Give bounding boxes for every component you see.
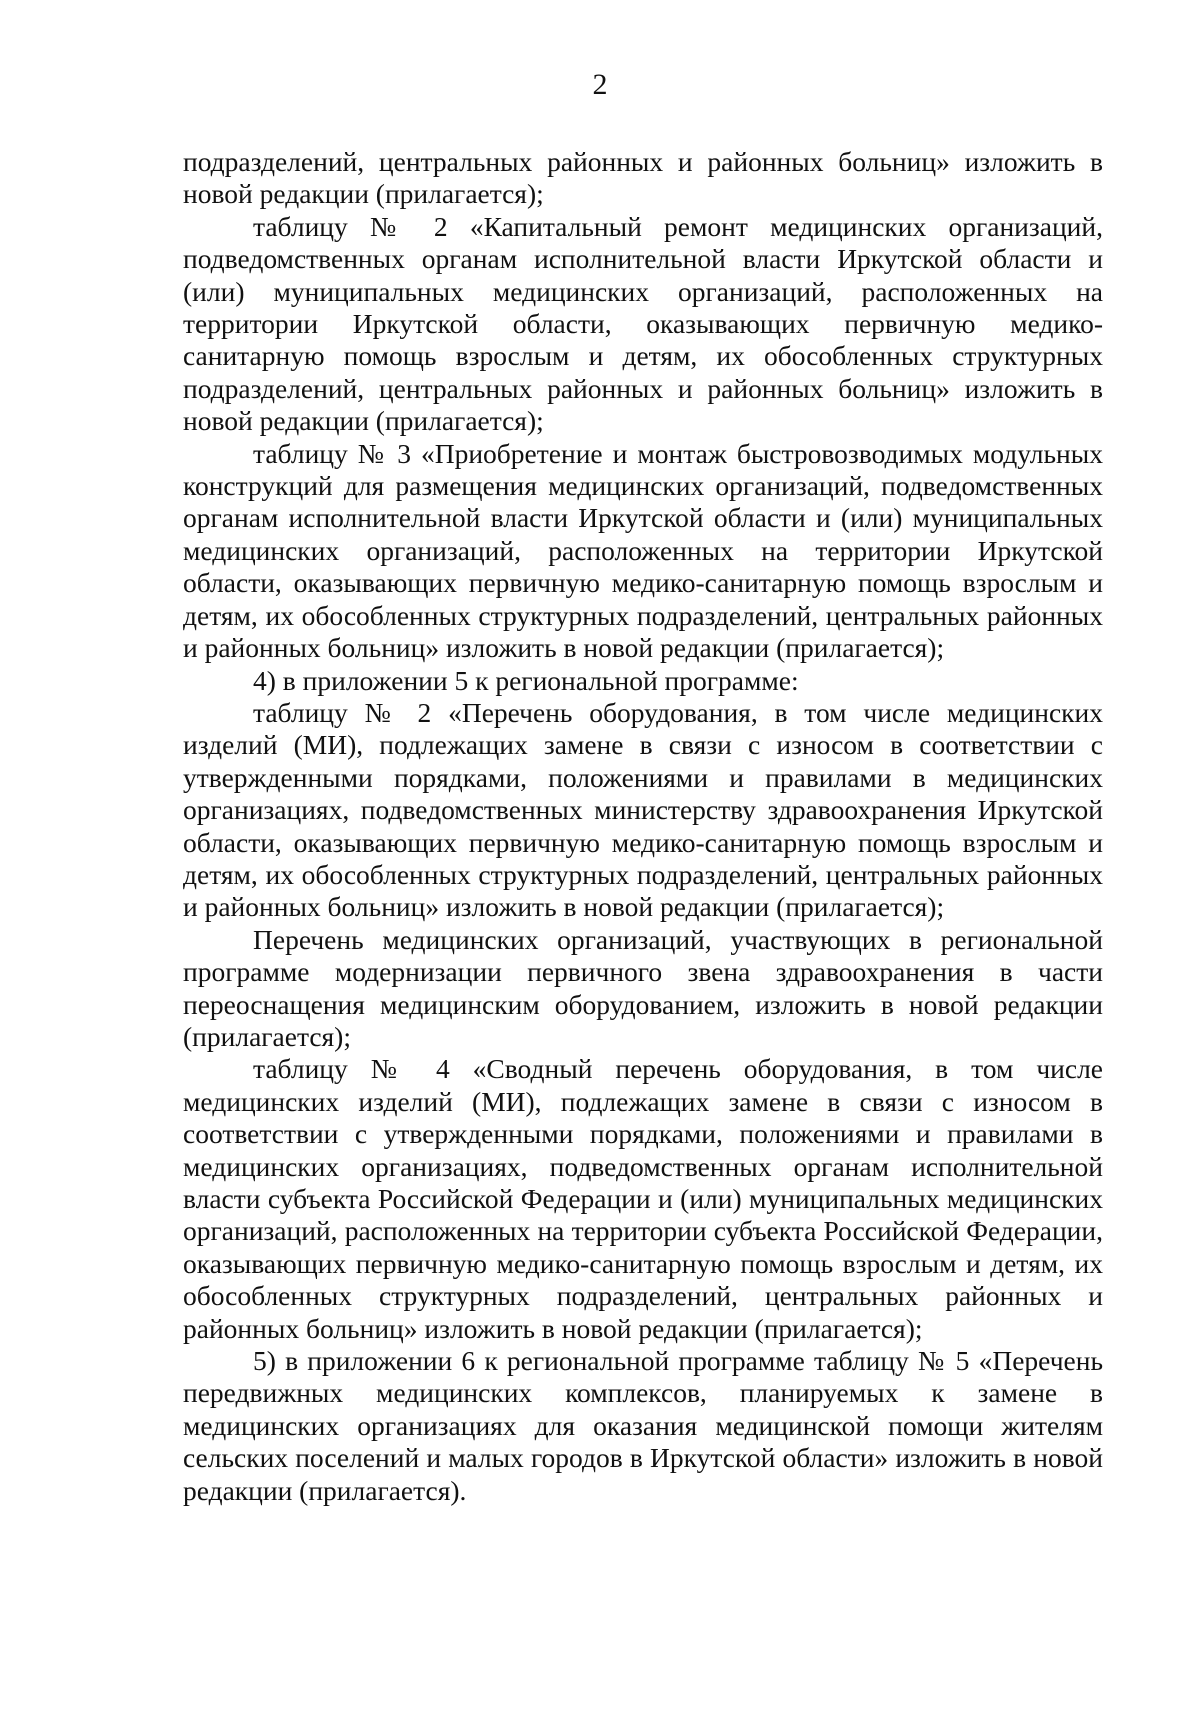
paragraph-medical-organizations-list: Перечень медицинских организаций, участвующих в региональной программе модернизации первичного звена здравоохранения в части переоснащения медицинским оборудованием, изложить в новой редакции (прилагается);	[183, 923, 1103, 1052]
paragraph-table-2-equipment-list: таблицу № 2 «Перечень оборудования, в том числе медицинских изделий (МИ), подлежащих замене в связи с износом в соответствии с утвержденными порядками, положениями и правилами в медицинских организациях, подведомственных министерству здравоохранения Иркутской области, оказывающих первичную медико-санитарную помощь взрослым и детям, их обособленных структурных подразделений, центральных районных и районных больниц» изложить в новой редакции (прилагается);	[183, 696, 1103, 923]
paragraph-continuation: подразделений, центральных районных и районных больниц» изложить в новой редакции (прилагается);	[183, 146, 1103, 210]
paragraph-item-4-appendix-5: 4) в приложении 5 к региональной программе:	[253, 664, 799, 696]
document-body	[183, 146, 1103, 1507]
paragraph-table-3-modular-constructions: таблицу № 3 «Приобретение и монтаж быстровозводимых модульных конструкций для размещения медицинских организаций, подведомственных органам исполнительной власти Иркутской области и (или) муниципальных медицинских организаций, расположенных на территории Иркутской области, оказывающих первичную медико-санитарную помощь взрослым и детям, их обособленных структурных подразделений, центральных районных и районных больниц» изложить в новой редакции (прилагается);	[183, 437, 1103, 664]
paragraph-table-2-capital-repair: таблицу № 2 «Капитальный ремонт медицинских организаций, подведомственных органам исполнительной власти Иркутской области и (или) муниципальных медицинских организаций, расположенных на территории Иркутской области, оказывающих первичную медико-санитарную помощь взрослым и детям, их обособленных структурных подразделений, центральных районных и районных больниц» изложить в новой редакции (прилагается);	[183, 210, 1103, 437]
page-number: 2	[592, 68, 608, 101]
paragraph-table-4-summary-equipment: таблицу № 4 «Сводный перечень оборудования, в том числе медицинских изделий (МИ), подлежащих замене в связи с износом в соответствии с утвержденными порядками, положениями и правилами в медицинских организациях, подведомственных органам исполнительной власти субъекта Российской Федерации и (или) муниципальных медицинских организаций, расположенных на территории субъекта Российской Федерации, оказывающих первичную медико-санитарную помощь взрослым и детям, их обособленных структурных подразделений, центральных районных и районных больниц» изложить в новой редакции (прилагается);	[183, 1053, 1103, 1344]
paragraph-item-5-appendix-6: 5) в приложении 6 к региональной программе таблицу № 5 «Перечень передвижных медицинских комплексов, планируемых к замене в медицинских организациях для оказания медицинской помощи жителям сельских поселений и малых городов в Иркутской области» изложить в новой редакции (прилагается).	[183, 1345, 1103, 1506]
